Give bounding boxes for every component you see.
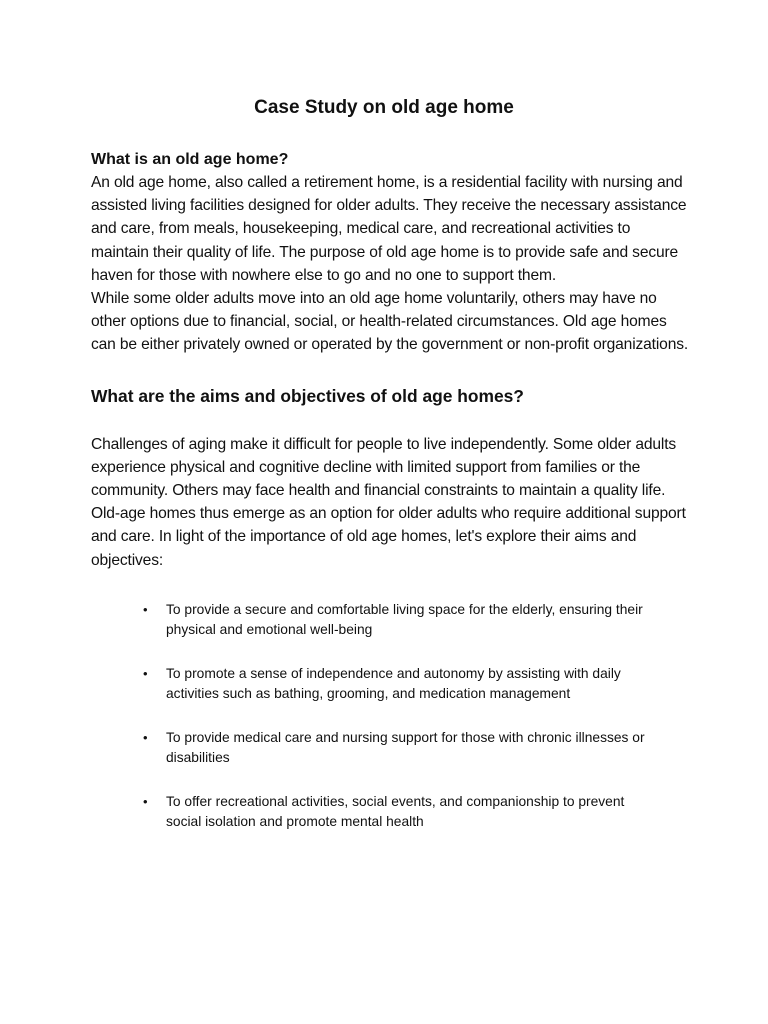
- document-title: Case Study on old age home: [254, 97, 514, 118]
- list-item-text: To provide medical care and nursing support for those with chronic illnesses or disabilities: [166, 729, 645, 766]
- bullet-icon: •: [143, 729, 148, 745]
- section-heading-aims: What are the aims and objectives of old age homes?: [91, 385, 524, 406]
- list-item: [143, 792, 663, 833]
- list-item-text: To offer recreational activities, social events, and companionship to prevent social isolation and promote mental health: [166, 793, 625, 830]
- document-body: [91, 148, 691, 856]
- challenges-paragraph: Challenges of aging make it difficult for people to live independently. Some older adults experience physical and cognitive decline with limited support from families or the community. Others may face health and financial constraints to maintain a quality life. Old-age homes thus emerge as an option for older adults who require additional support and care. In light of the importance of old age homes, let's explore their aims and objectives:: [91, 435, 686, 569]
- bullet-icon: •: [143, 793, 148, 809]
- options-paragraph: While some older adults move into an old age home voluntarily, others may have no other options due to financial, social, or health-related circumstances. Old age homes can be either privately owned or operated by the government or non-profit organizations.: [91, 290, 689, 354]
- list-item: [143, 664, 663, 705]
- definition-paragraph: An old age home, also called a retirement home, is a residential facility with nursing and assisted living facilities designed for older adults. They receive the necessary assistance and care, from meals, housekeeping, medical care, and recreational activities to maintain their quality of life. The purpose of old age home is to provide safe and secure haven for those with nowhere else to go and no one to support them.: [91, 174, 687, 284]
- list-item-text: To promote a sense of independence and autonomy by assisting with daily activities such as bathing, grooming, and medication management: [166, 665, 621, 702]
- list-item: [143, 728, 663, 769]
- section-heading-what-is: What is an old age home?: [91, 151, 289, 168]
- aims-list: [91, 600, 663, 833]
- list-item-text: To provide a secure and comfortable living space for the elderly, ensuring their physical and emotional well-being: [166, 601, 643, 638]
- bullet-icon: •: [143, 601, 148, 617]
- list-item: [143, 600, 663, 641]
- bullet-icon: •: [143, 665, 148, 681]
